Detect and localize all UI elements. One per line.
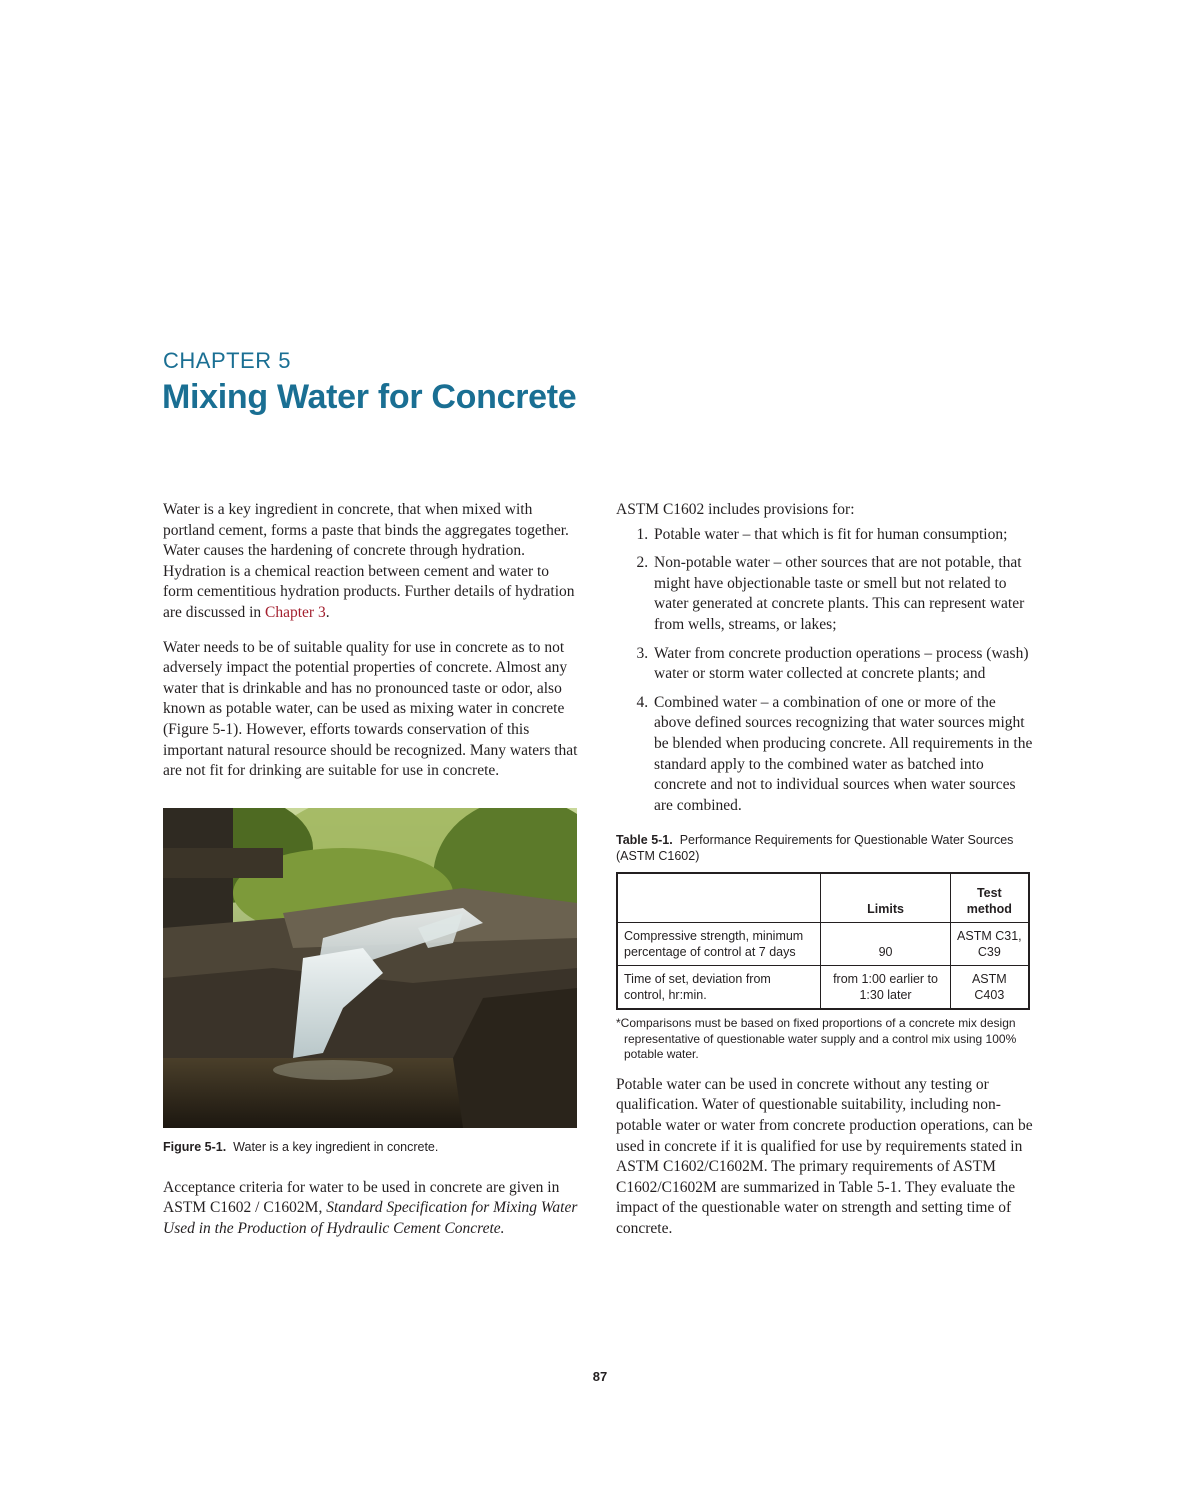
- paragraph-intro: [163, 500, 581, 624]
- provision-item: 2. Non-potable water – other sources that are not potable, that might have objectionable taste or smell but not related to water generated at concrete plants. This can represent water from wells, streams, or lakes;: [652, 553, 1036, 635]
- provision-item: 3. Water from concrete production operations – process (wash) water or storm water collected at concrete plants; and: [652, 644, 1036, 685]
- table-footnote: *Comparisons must be based on fixed proportions of a concrete mix design representative of questionable water supply and a control mix using 100% potable water.: [616, 1016, 1017, 1062]
- table-header-cell: Limits: [821, 873, 950, 923]
- table-caption: [616, 832, 1036, 864]
- chapter-label: CHAPTER 5: [163, 348, 291, 373]
- chapter-title: Mixing Water for Concrete: [162, 378, 577, 416]
- paragraph-acceptance: [163, 1178, 581, 1240]
- provision-item: 4. Combined water – a combination of one or more of the above defined sources recognizing that water sources might be blended when producing concrete. All requirements in the standard apply to the combined water as batched into concrete and not to individual sources when water sources are combined.: [652, 693, 1036, 817]
- figure-label: Figure 5-1.: [163, 1139, 227, 1154]
- page-number: 87: [592, 1369, 608, 1384]
- table-header-cell: [617, 873, 821, 923]
- figure-caption: [163, 1140, 581, 1154]
- table-row: [617, 923, 1029, 966]
- waterfall-photo: [163, 808, 577, 1128]
- left-column: [163, 500, 581, 1254]
- table-cell: Time of set, deviation from control, hr:min.: [617, 966, 821, 1010]
- table-row: [617, 966, 1029, 1010]
- chapter-3-link[interactable]: Chapter 3: [265, 603, 326, 621]
- standard-title: Standard Specification for Mixing Water Used in the Production of Hydraulic Cement Concrete.: [163, 1199, 578, 1237]
- table-header-row: [617, 873, 1029, 923]
- provisions-intro: ASTM C1602 includes provisions for:: [616, 501, 855, 518]
- table-header-cell: Test method: [950, 873, 1029, 923]
- provision-item: 1. Potable water – that which is fit for human consumption;: [652, 525, 1036, 546]
- table-label: Table 5-1.: [616, 833, 673, 848]
- table-cell: ASTM C403: [950, 966, 1029, 1010]
- table-cell: Compressive strength, minimum percentage of control at 7 days: [617, 923, 821, 966]
- paragraph-closing: Potable water can be used in concrete without any testing or qualification. Water of questionable suitability, including non-potable water or water from concrete production operations, can be used in concrete if it is qualified for use by requirements stated in ASTM C1602/C1602M. The primary requirements of ASTM C1602/C1602M are summarized in Table 5-1. They evaluate the impact of the questionable water on strength and setting time of concrete.: [616, 1075, 1033, 1237]
- figure-caption-text: Water is a key ingredient in concrete.: [233, 1139, 439, 1154]
- provisions-list: [616, 525, 1036, 817]
- right-column: [616, 500, 1036, 1254]
- paragraph-intro-end: .: [325, 603, 330, 621]
- table-cell: ASTM C31, C39: [950, 923, 1029, 966]
- paragraph-water-quality: Water needs to be of suitable quality for use in concrete as to not adversely impact the potential properties of concrete. Almost any water that is drinkable and has no pronounced taste or odor, also known as potable water, can be used as mixing water in concrete (Figure 5-1). However, efforts towards conservation of this important natural resource should be recognized. Many waters that are not fit for drinking are suitable for use in concrete.: [163, 638, 578, 780]
- table-cell: from 1:00 earlier to 1:30 later: [821, 966, 950, 1010]
- performance-requirements-table: [616, 872, 1030, 1010]
- paragraph-acceptance-text: Acceptance criteria for water to be used in concrete are given in ASTM C1602 / C1602M,: [163, 1178, 560, 1217]
- paragraph-intro-text: Water is a key ingredient in concrete, that when mixed with portland cement, forms a paste that binds the aggregates together. Water causes the hardening of concrete through hydration. Hydration is a chemical reaction between cement and water to form cementitious hydration products. Further details of hydration are discussed in: [163, 501, 575, 621]
- table-cell: 90: [821, 923, 950, 966]
- table-caption-text: Performance Requirements for Questionable Water Sources (ASTM C1602): [616, 833, 1014, 864]
